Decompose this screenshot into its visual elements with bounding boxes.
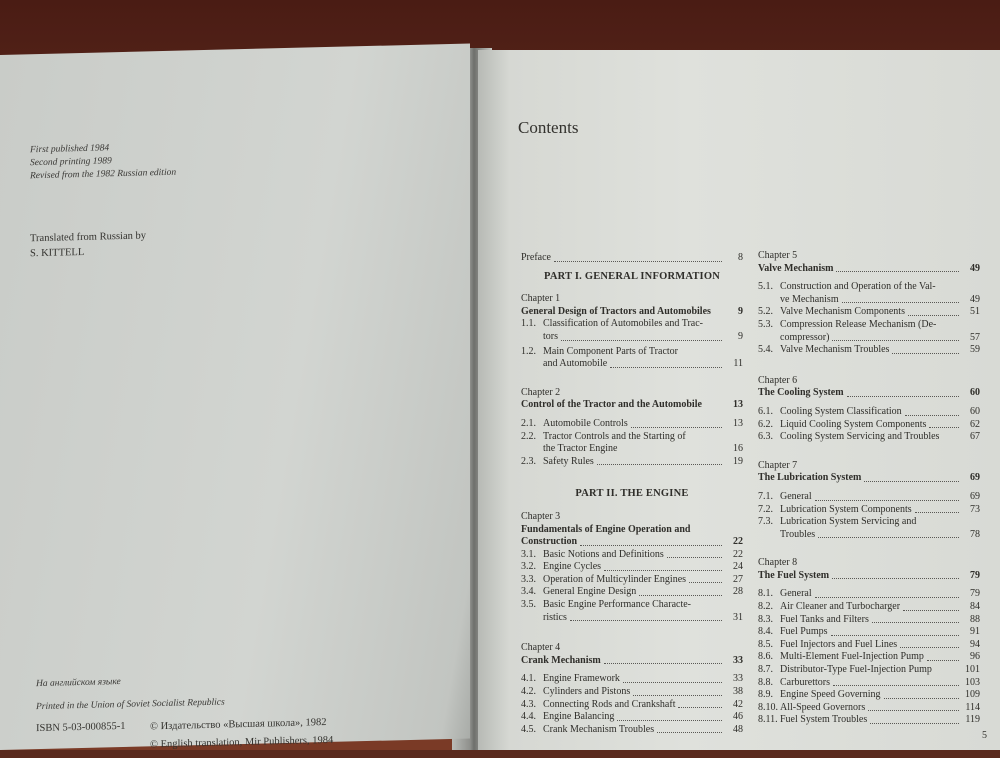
section-number: 4.5.	[521, 723, 536, 735]
copyright-block	[150, 714, 333, 754]
toc-page-number: 27	[733, 573, 743, 585]
section-number: 8.5.	[758, 638, 773, 650]
section-number: 1.2.	[521, 345, 536, 357]
section-number: 8.8.	[758, 676, 773, 688]
section-number: 3.3.	[521, 573, 536, 585]
chapter-4	[521, 642, 743, 736]
section-number: 4.4.	[521, 711, 536, 723]
section-title: Classification of Automobiles and Trac-	[543, 318, 703, 330]
section-title-cont: compressor)	[780, 331, 830, 343]
section-title: Lubrication System Components	[780, 503, 912, 515]
section-title: Fuel Tanks and Filters	[780, 613, 869, 625]
section-title-cont: tors	[543, 330, 558, 342]
toc-page-number: 109	[965, 689, 980, 701]
section-number: 8.6.	[758, 651, 773, 663]
section-title: Distributor-Type Fuel-Injection Pump	[780, 664, 932, 676]
translator-name: S. KITTELL	[30, 246, 85, 260]
section-number: 4.2.	[521, 686, 536, 698]
section-title: Basic Engine Performance Characte-	[543, 599, 691, 611]
printed-in: Printed in the Union of Soviet Socialist Republics	[36, 697, 225, 713]
chapter-6	[758, 375, 980, 444]
toc-page-number: 24	[733, 561, 743, 573]
toc-page-number: 13	[733, 417, 743, 429]
toc-page-number: 69	[970, 472, 980, 484]
section-title: Liquid Cooling System Components	[780, 418, 927, 430]
section-title: General	[780, 490, 812, 502]
chapter-7	[758, 460, 980, 542]
toc-page-number: 51	[970, 306, 980, 318]
toc-page-number: 101	[965, 664, 980, 676]
chapter-title: The Fuel System	[758, 569, 830, 581]
chapter-title: Fundamentals of Engine Operation and	[521, 523, 691, 535]
section-number: 3.1.	[521, 548, 536, 560]
section-title: Automobile Controls	[543, 417, 628, 429]
section-number: 7.3.	[758, 516, 773, 528]
chapter-5	[758, 250, 980, 357]
toc-page-number: 79	[970, 588, 980, 600]
section-title: Lubrication System Servicing and	[780, 516, 917, 528]
left-page	[0, 44, 470, 750]
section-number: 3.4.	[521, 586, 536, 598]
section-title: Engine Balancing	[543, 711, 615, 723]
toc-page-number: 88	[970, 613, 980, 625]
section-title: Valve Mechanism Components	[780, 306, 905, 318]
section-title: Basic Notions and Definitions	[543, 548, 664, 560]
part-heading: PART II. THE ENGINE	[575, 488, 689, 500]
toc-page-number: 60	[970, 387, 980, 399]
toc-page-number: 49	[970, 293, 980, 305]
section-title: Crank Mechanism Troubles	[543, 723, 655, 735]
section-title: Fuel Pumps	[780, 626, 828, 638]
chapter-label: Chapter 2	[521, 386, 561, 398]
toc-page-number: 33	[733, 673, 743, 685]
chapter-title: Crank Mechanism	[521, 654, 601, 666]
publication-line: Second printing 1989	[30, 156, 112, 169]
section-number: 2.2.	[521, 430, 536, 442]
section-title: Connecting Rods and Crankshaft	[543, 698, 676, 710]
toc-right-column	[758, 250, 980, 727]
section-number: 8.11.	[758, 714, 778, 726]
section-number: 8.10.	[758, 701, 778, 713]
chapter-label: Chapter 7	[758, 459, 798, 471]
section-number: 5.2.	[758, 306, 773, 318]
section-number: 2.3.	[521, 455, 536, 467]
chapter-title: General Design of Tractors and Automobiles	[521, 305, 711, 317]
chapter-title: The Lubrication System	[758, 472, 862, 484]
section-number: 3.5.	[521, 599, 536, 611]
section-title: Safety Rules	[543, 455, 594, 467]
section-title-cont: ve Mechanism	[780, 293, 839, 305]
toc-page-number: 28	[733, 586, 743, 598]
publication-line: First published 1984	[30, 143, 110, 156]
toc-page-number: 8	[738, 252, 743, 263]
section-title-cont: Troubles	[780, 528, 816, 540]
toc-page-number: 94	[970, 638, 980, 650]
section-title: General Engine Design	[543, 586, 637, 598]
section-title-cont: and Automobile	[543, 358, 608, 370]
toc-page-number: 49	[970, 262, 980, 274]
chapter-title: Control of the Tractor and the Automobile	[521, 399, 702, 411]
toc-page-number: 57	[970, 331, 980, 343]
section-number: 8.3.	[758, 613, 773, 625]
copyright-line: © Издательство «Высшая школа», 1982	[150, 717, 327, 733]
chapter-2	[521, 387, 743, 469]
toc-page-number: 22	[733, 548, 743, 560]
section-title: Carburettors	[780, 676, 830, 688]
chapter-label: Chapter 1	[521, 293, 561, 305]
page-number: 5	[982, 730, 987, 741]
chapter-label: Chapter 5	[758, 250, 798, 261]
section-title: Multi-Element Fuel-Injection Pump	[780, 651, 924, 663]
toc-page-number: 33	[733, 654, 743, 666]
section-title: Engine Framework	[543, 673, 620, 685]
toc-page-number: 16	[733, 443, 743, 455]
section-number: 1.1.	[521, 318, 536, 330]
section-number: 8.1.	[758, 588, 773, 600]
section-number: 7.1.	[758, 490, 773, 502]
section-number: 8.9.	[758, 689, 773, 701]
toc-page-number: 11	[733, 358, 743, 370]
toc-page-number: 91	[970, 626, 980, 638]
chapter-label: Chapter 3	[521, 510, 561, 522]
toc-page-number: 59	[970, 344, 980, 356]
chapter-title-cont: Construction	[521, 536, 578, 548]
chapter-title: The Cooling System	[758, 387, 844, 399]
chapter-1	[521, 293, 743, 371]
section-title: Tractor Controls and the Starting of	[543, 430, 686, 442]
section-title-cont: ristics	[543, 611, 567, 623]
toc-page-number: 31	[733, 611, 743, 623]
toc-page-number: 9	[738, 330, 743, 342]
section-number: 4.1.	[521, 673, 536, 685]
section-title: Construction and Operation of the Val-	[780, 281, 936, 293]
toc-page-number: 119	[965, 714, 980, 726]
section-title: Air Cleaner and Turbocharger	[780, 601, 901, 613]
toc-page-number: 96	[970, 651, 980, 663]
section-number: 8.2.	[758, 601, 773, 613]
section-title: Cooling System Classification	[780, 405, 902, 417]
toc-page-number: 62	[970, 418, 980, 430]
toc-page-number: 79	[970, 569, 980, 581]
toc-page-number: 73	[970, 503, 980, 515]
section-title: Operation of Multicylinder Engines	[543, 573, 687, 585]
toc-preface	[521, 252, 743, 265]
toc-page-number: 46	[733, 711, 743, 723]
toc-page-number: 78	[970, 528, 980, 540]
page-title: Contents	[518, 118, 579, 137]
section-number: 5.4.	[758, 344, 773, 356]
toc-page-number: 60	[970, 405, 980, 417]
section-title: Engine Cycles	[543, 561, 602, 573]
isbn: ISBN 5-03-000855-1	[36, 720, 126, 735]
toc-page-number: 22	[733, 536, 743, 548]
section-title: Fuel Injectors and Fuel Lines	[780, 638, 898, 650]
publication-info	[30, 141, 176, 184]
section-title: Cooling System Servicing and Troubles	[780, 431, 940, 443]
section-title: Compression Release Mechanism (De-	[780, 318, 937, 330]
language-note: На английском языке	[36, 677, 121, 690]
section-title: All-Speed Governors	[780, 701, 866, 713]
toc-left-column	[521, 252, 743, 736]
section-number: 4.3.	[521, 698, 536, 710]
section-title-cont: the Tractor Engine	[543, 443, 618, 455]
toc-page-number: 42	[733, 698, 743, 710]
section-number: 5.1.	[758, 281, 773, 293]
section-title: Fuel System Troubles	[780, 714, 868, 726]
section-title: Valve Mechanism Troubles	[780, 344, 890, 356]
section-title: Engine Speed Governing	[780, 689, 881, 701]
toc-entry-title: Preface	[521, 252, 551, 263]
toc-page-number: 13	[733, 399, 743, 411]
chapter-3	[521, 511, 743, 624]
toc-page-number: 19	[733, 455, 743, 467]
chapter-title: Valve Mechanism	[758, 262, 834, 274]
chapter-8	[758, 557, 980, 727]
toc-page-number: 67	[970, 431, 980, 443]
section-number: 2.1.	[521, 417, 536, 429]
publication-line: Revised from the 1982 Russian edition	[30, 167, 177, 182]
section-number: 7.2.	[758, 503, 773, 515]
section-title: Cylinders and Pistons	[543, 686, 631, 698]
section-number: 8.4.	[758, 626, 773, 638]
chapter-label: Chapter 8	[758, 557, 798, 569]
section-title: General	[780, 588, 812, 600]
section-number: 6.3.	[758, 431, 773, 443]
toc-page-number: 84	[970, 601, 980, 613]
part-heading: PART I. GENERAL INFORMATION	[544, 270, 720, 282]
toc-page-number: 9	[738, 305, 743, 317]
section-number: 6.2.	[758, 418, 773, 430]
section-title: Main Component Parts of Tractor	[543, 345, 678, 357]
copyright-line: © English translation, Mir Publishers, 1984	[150, 734, 334, 751]
toc-page-number: 48	[733, 723, 743, 735]
section-number: 5.3.	[758, 318, 773, 330]
translated-by-label: Translated from Russian by	[30, 230, 146, 245]
section-number: 8.7.	[758, 664, 773, 676]
section-number: 6.1.	[758, 405, 773, 417]
chapter-label: Chapter 4	[521, 642, 561, 654]
toc-page-number: 69	[970, 490, 980, 502]
section-number: 3.2.	[521, 561, 536, 573]
toc-page-number: 103	[965, 676, 980, 688]
toc-page-number: 114	[965, 701, 980, 713]
toc-page-number: 38	[733, 686, 743, 698]
chapter-label: Chapter 6	[758, 374, 798, 386]
